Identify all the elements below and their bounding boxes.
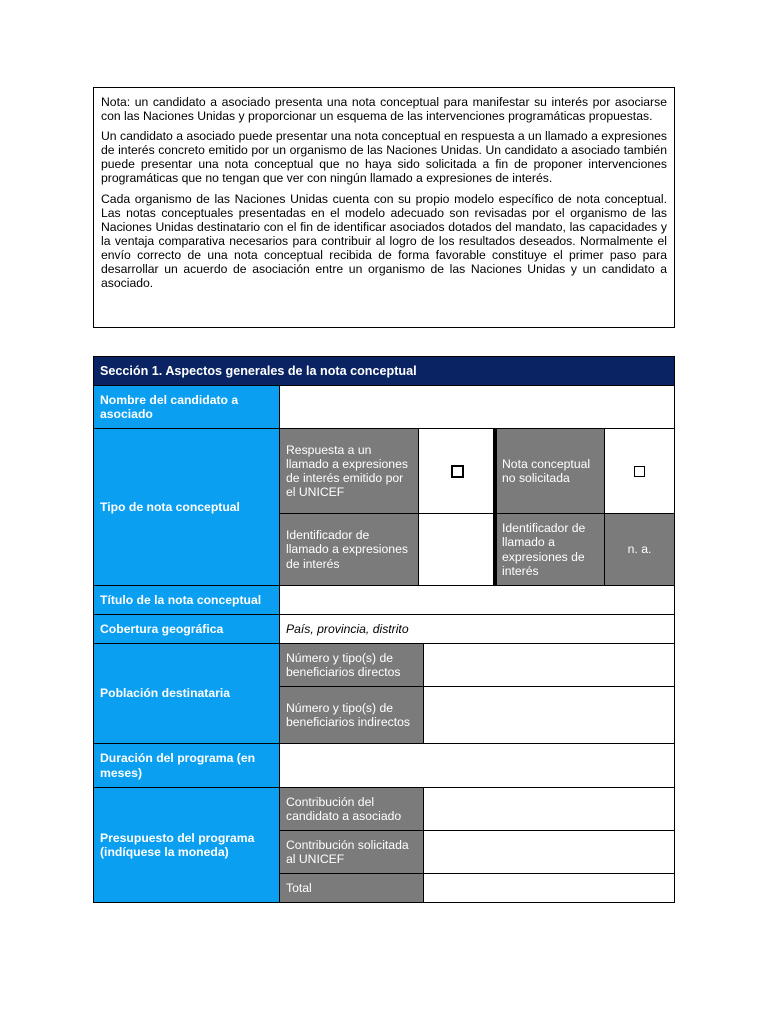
duration-field[interactable] bbox=[279, 743, 675, 788]
budget-unicef-field[interactable] bbox=[423, 830, 675, 874]
coverage-label: Cobertura geográfica bbox=[93, 614, 280, 644]
concept-note-type-label: Tipo de nota conceptual bbox=[93, 428, 280, 586]
note-paragraph-3: Cada organismo de las Naciones Unidas cuenta con su propio modelo específico de nota conceptual. Las notas conceptuales presentadas en el modelo adecuado son revisadas por el organismo de las Naciones Unidas destinatario con el fin de identificar asociados dotados del mandato, las capacidades y la ventaja comparativa necesarios para contribuir al logro de los resultados deseados. Normalmente el envío correcto de una nota conceptual recibida de forma favorable constituye el primer paso para desarrollar un acuerdo de asociación entre un organismo de las Naciones Unidas y un candidato a asociado. bbox=[101, 191, 667, 291]
section-1-form-table bbox=[93, 356, 675, 903]
indirect-beneficiaries-label: Número y tipo(s) de beneficiarios indirectos bbox=[279, 686, 424, 744]
population-label: Población destinataria bbox=[93, 643, 280, 744]
note-paragraph-2: Un candidato a asociado puede presentar una nota conceptual en respuesta a un llamado a expresiones de interés concreto emitido por un organismo de las Naciones Unidas. Un candidato a asociado también puede presentar una nota conceptual que no haya sido solicitada a fin de proponer intervenciones programáticas que no tengan que ver con ningún llamado a expresiones de interés. bbox=[101, 129, 667, 186]
title-field[interactable] bbox=[279, 585, 675, 615]
type-unsolicited-checkbox[interactable] bbox=[634, 466, 645, 477]
type-unsolicited-option-label: Nota conceptual no solicitada bbox=[495, 428, 605, 514]
candidate-name-field[interactable] bbox=[279, 385, 675, 429]
call-id-right-value: n. a. bbox=[604, 513, 675, 586]
type-unsolicited-checkbox-cell[interactable] bbox=[604, 428, 675, 514]
type-options-divider bbox=[493, 428, 497, 586]
budget-unicef-label: Contribución solicitada al UNICEF bbox=[279, 830, 424, 874]
budget-partner-field[interactable] bbox=[423, 787, 675, 831]
type-response-checkbox-cell[interactable] bbox=[418, 428, 496, 514]
coverage-field[interactable]: País, provincia, distrito bbox=[279, 614, 675, 644]
call-id-left-label: Identificador de llamado a expresiones de interés bbox=[279, 513, 419, 586]
note-box bbox=[93, 87, 675, 328]
budget-total-label: Total bbox=[279, 873, 424, 903]
budget-total-field[interactable] bbox=[423, 873, 675, 903]
call-id-left-field[interactable] bbox=[418, 513, 496, 586]
duration-label: Duración del programa (en meses) bbox=[93, 743, 280, 788]
call-id-right-label: Identificador de llamado a expresiones de interés bbox=[495, 513, 605, 586]
candidate-name-label: Nombre del candidato a asociado bbox=[93, 385, 280, 429]
budget-partner-label: Contribución del candidato a asociado bbox=[279, 787, 424, 831]
type-response-checkbox[interactable] bbox=[451, 465, 464, 478]
indirect-beneficiaries-field[interactable] bbox=[423, 686, 675, 744]
note-paragraph-1: Nota: un candidato a asociado presenta una nota conceptual para manifestar su interés por asociarse con las Naciones Unidas y proporcionar un esquema de las intervenciones programáticas propuestas. bbox=[101, 95, 667, 124]
title-label: Título de la nota conceptual bbox=[93, 585, 280, 615]
section-header: Sección 1. Aspectos generales de la nota conceptual bbox=[93, 356, 675, 386]
direct-beneficiaries-label: Número y tipo(s) de beneficiarios directos bbox=[279, 643, 424, 687]
type-response-option-label: Respuesta a un llamado a expresiones de interés emitido por el UNICEF bbox=[279, 428, 419, 514]
budget-label: Presupuesto del programa (indíquese la moneda) bbox=[93, 787, 280, 903]
direct-beneficiaries-field[interactable] bbox=[423, 643, 675, 687]
